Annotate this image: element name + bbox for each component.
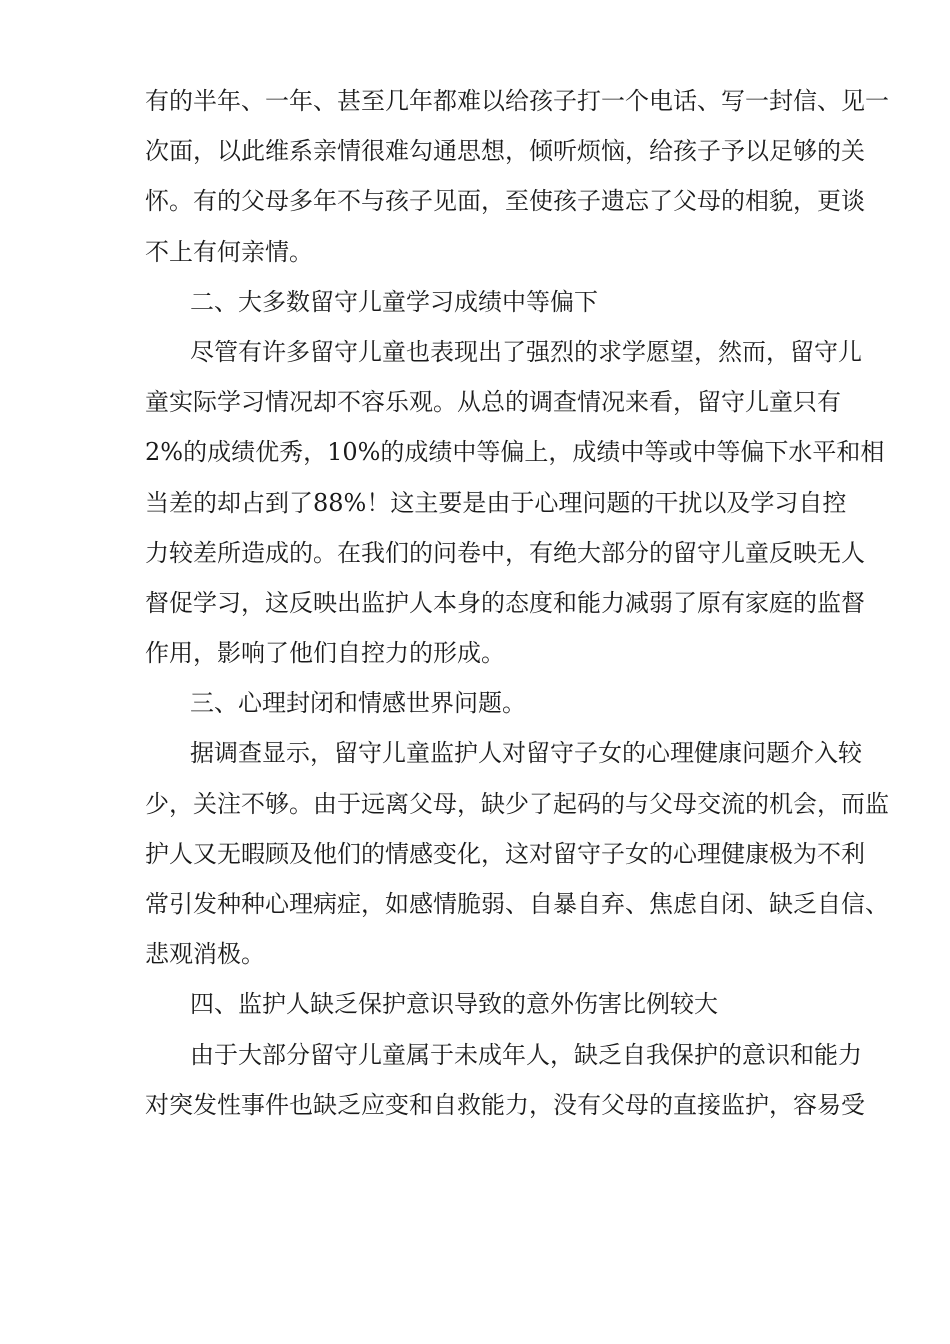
text-line: 由于大部分留守儿童属于未成年人，缺乏自我保护的意识和能力 (190, 1040, 862, 1069)
text-line: 次面，以此维系亲情很难勾通思想，倾听烦恼，给孩子予以足够的关 (145, 137, 865, 166)
text-line: 少，关注不够。由于远离父母，缺少了起码的与父母交流的机会，而监 (145, 789, 889, 818)
text-line: 常引发种种心理病症，如感情脆弱、自暴自弃、焦虑自闭、缺乏自信、 (145, 890, 889, 918)
text-line: 督促学习，这反映出监护人本身的态度和能力减弱了原有家庭的监督 (145, 588, 865, 617)
text-line: 四、监护人缺乏保护意识导致的意外伤害比例较大 (190, 990, 718, 1019)
text-line: 护人又无暇顾及他们的情感变化，这对留守子女的心理健康极为不利 (145, 839, 865, 868)
body-text (145, 76, 889, 1130)
text-line: 悲观消极。 (145, 940, 265, 969)
text-line: 2%的成绩优秀，10%的成绩中等偏上，成绩中等或中等偏下水平和相 (145, 438, 885, 467)
text-line: 对突发性事件也缺乏应变和自救能力，没有父母的直接监护，容易受 (145, 1090, 865, 1119)
text-line: 有的半年、一年、甚至几年都难以给孩子打一个电话、写一封信、见一 (145, 87, 889, 115)
text-line: 尽管有许多留守儿童也表现出了强烈的求学愿望，然而，留守儿 (190, 337, 862, 366)
text-line: 怀。有的父母多年不与孩子见面，至使孩子遗忘了父母的相貌，更谈 (145, 187, 865, 216)
text-line: 据调查显示，留守儿童监护人对留守子女的心理健康问题介入较 (190, 739, 862, 768)
text-line: 童实际学习情况却不容乐观。从总的调查情况来看，留守儿童只有 (145, 388, 841, 417)
text-line: 当差的却占到了88%！这主要是由于心理问题的干扰以及学习自控 (145, 488, 847, 517)
text-line: 不上有何亲情。 (145, 237, 313, 266)
text-line: 三、心理封闭和情感世界问题。 (190, 689, 526, 718)
text-line: 作用，影响了他们自控力的形成。 (145, 639, 505, 668)
text-line: 力较差所造成的。在我们的问卷中，有绝大部分的留守儿童反映无人 (145, 538, 865, 567)
text-line: 二、大多数留守儿童学习成绩中等偏下 (190, 287, 598, 316)
